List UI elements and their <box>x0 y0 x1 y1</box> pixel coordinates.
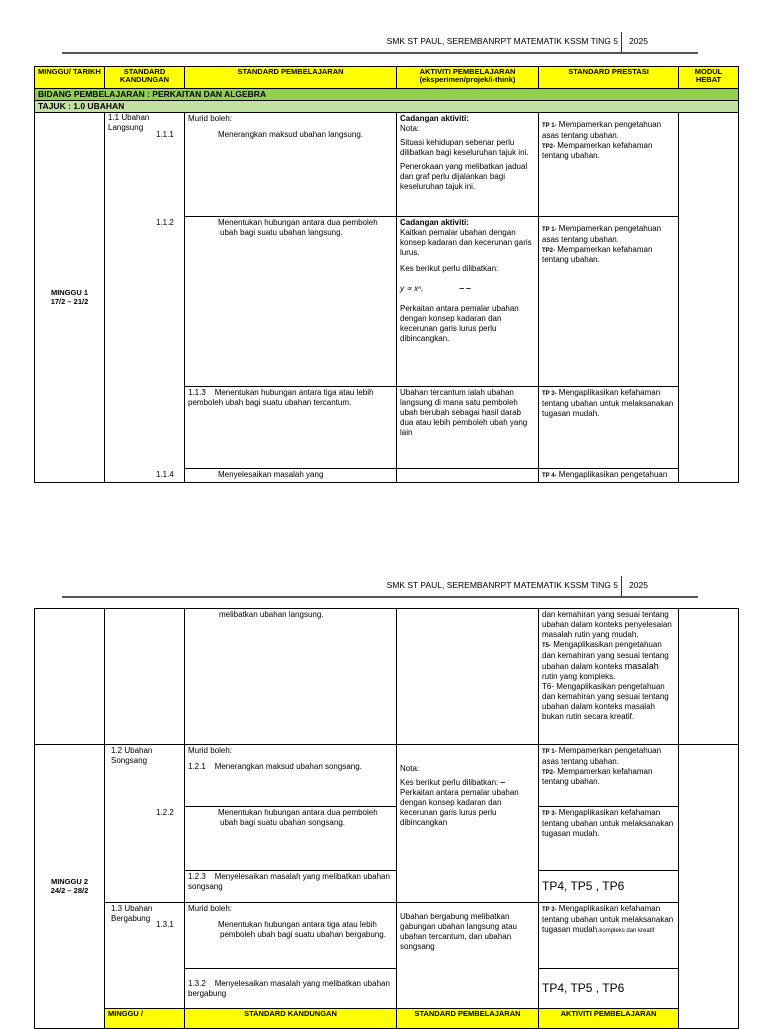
col-aktiviti-sub: (eksperimen/projek/i-think) <box>419 75 516 85</box>
sp-code: 1.3.2 <box>188 978 206 988</box>
col-aktiviti-title: AKTIVITI PEMBELAJARAN <box>419 67 516 76</box>
tp-tag: TP 1- <box>542 123 557 129</box>
tp-text: Mempamerkan kefahaman tentang ubahan. <box>542 766 653 786</box>
sp-1-1-1 <box>156 113 397 217</box>
tp-text: Mempamerkan kefahaman tentang ubahan. <box>542 140 653 160</box>
header-separator <box>621 32 622 52</box>
tp-text: rutin yang kompleks. <box>542 671 616 681</box>
table-row <box>35 745 739 807</box>
header-rule <box>62 52 698 54</box>
minggu-cell-2 <box>35 745 105 1029</box>
sp-text: Menentukan hubungan antara dua pemboleh ubah bagi suatu ubahan songsang. <box>218 808 378 827</box>
modul-cont <box>679 609 739 745</box>
sp-code: 1.2.3 <box>188 872 206 881</box>
tp-text: Mempamerkan pengetahuan asas tentang ubahan. <box>542 746 662 766</box>
minggu-cell-cont <box>35 609 105 745</box>
col-standard-prestasi: STANDARD PRESTASI <box>539 67 679 89</box>
prestasi-cont <box>539 609 679 745</box>
sp-text: Menerangkan maksud ubahan songsang. <box>214 762 362 771</box>
aktiviti-text: Ubahan bergabung melibatkan gabungan ubahan langsung atau ubahan tercantum, dan ubahan songsang <box>400 912 517 951</box>
sp-code: 1.1.2 <box>156 218 174 227</box>
page-header <box>62 32 698 58</box>
prestasi-1-3-1 <box>539 903 679 969</box>
rpt-table-page1 <box>34 66 739 483</box>
tp-emph: masalah <box>624 660 659 671</box>
sp-text: Menentukan hubungan antara dua pemboleh ubah bagi suatu ubahan langsung. <box>218 218 378 237</box>
sp-code: 1.2.2 <box>156 808 174 817</box>
sp-text: Menyelesaikan masalah yang melibatkan ubahan songsang <box>188 872 390 891</box>
aktiviti-text: Kes berikut perlu dilibatkan: <box>400 778 499 787</box>
prestasi-1-1-1 <box>539 113 679 217</box>
tp-text: Mengaplikasikan kefahaman tentang ubahan untuk melaksanakan tugasan mudah. <box>542 388 674 418</box>
sp-text: Menentukan hubungan antara tiga atau lebih pemboleh ubah bagi suatu ubahan tercantum. <box>188 388 374 407</box>
sp-1-1-2 <box>156 217 397 387</box>
nota: Nota: <box>400 764 420 773</box>
cadangan-aktiviti: Cadangan aktiviti: <box>400 114 469 123</box>
modul-cell-1 <box>679 113 739 483</box>
sp-code: 1.1.1 <box>156 130 174 139</box>
table-header-row <box>35 67 739 89</box>
page-header-2 <box>62 576 698 602</box>
sp-1-2-3 <box>185 871 397 903</box>
tp-text: Mempamerkan kefahaman tentang ubahan. <box>542 244 653 264</box>
aktiviti-note-2: Penerokaan yang melibatkan jadual dan graf perlu dijalankan bagi keseluruhan tajuk ini. <box>400 162 528 191</box>
col-minggu: MINGGU/ TARIKH <box>35 67 105 89</box>
tp4-cont: dan kemahiran yang sesuai tentang ubahan dalam konteks penyelesaian masalah rutin yang mudah. <box>542 610 672 639</box>
standard-kandungan-1-3 <box>105 903 185 1009</box>
standard-kandungan-1-2 <box>105 745 185 903</box>
aktiviti-cont <box>397 609 539 745</box>
cadangan-aktiviti: Cadangan aktiviti: <box>400 218 469 227</box>
col-minggu: MINGGU / <box>105 1009 185 1029</box>
col-modul-hebat: MODUL HEBAT <box>679 67 739 89</box>
formula-marks: ‒ ‒ <box>459 284 471 293</box>
sp-code: 1.1.4 <box>156 470 174 479</box>
tp-text: Mengaplikasikan pengetahuan dan kemahiran yang sesuai tentang ubahan dalam konteks <box>542 640 669 671</box>
minggu-cell-1 <box>35 113 105 483</box>
sp-1-2-1 <box>185 745 397 807</box>
bidang-pembelajaran: BIDANG PEMBELAJARAN : PERKAITAN DAN ALGEBRA <box>35 89 739 101</box>
sp-text: Menyelesaikan masalah yang melibatkan ubahan bergabung <box>188 978 390 998</box>
sp-code: 1.2.1 <box>188 762 206 771</box>
aktiviti-text: Kaitkan pemalar ubahan dengan konsep kadaran dan kecerunan garis lurus. <box>400 228 532 257</box>
tp-text: Mengaplikasikan kefahaman tentang ubahan untuk melaksanakan tugasan mudah. <box>542 808 674 838</box>
aktiviti-text: Kes berikut perlu dilibatkan: <box>400 264 499 273</box>
sp-1-3-1 <box>156 903 397 969</box>
tp-text: Mengaplikasikan kefahaman tentang ubahan untuk melaksanakan tugasan mudah. <box>542 904 674 934</box>
col-standard-kandungan: STANDARD KANDUNGAN <box>185 1009 397 1029</box>
prestasi-1-1-3 <box>539 387 679 469</box>
tp-extra: kompleks dan kreatif <box>599 927 655 934</box>
sp-1-1-3 <box>185 387 397 469</box>
aktiviti-1-1-2 <box>397 217 539 387</box>
sp-1-2-2 <box>156 807 397 871</box>
col-standard-pembelajaran: STANDARD PEMBELAJARAN <box>185 67 397 89</box>
minggu-label: MINGGU 2 <box>50 876 89 886</box>
table-row <box>35 609 739 745</box>
sp-text: melibatkan ubahan langsung. <box>219 610 324 619</box>
tp-tag: T5- <box>542 643 551 649</box>
table-row <box>35 903 739 969</box>
prestasi-tp456: TP4, TP5 , TP6 <box>539 871 679 903</box>
tp-tag: TP 4- <box>542 473 557 479</box>
prestasi-tp456b: TP4, TP5 , TP6 <box>539 969 679 1009</box>
header-year: 2025 <box>629 36 648 46</box>
prestasi-1-1-4 <box>539 469 679 483</box>
formula: y ∝ xⁿ, <box>400 284 424 293</box>
aktiviti-note-1: Situasi kehidupan sebenar perlu dilibatkan bagi keseluruhan tajuk ini. <box>400 138 529 157</box>
col-standard-kandungan: STANDARD KANDUNGAN <box>105 67 185 89</box>
sp-1-1-4-cont <box>185 609 397 745</box>
tajuk: TAJUK : 1.0 UBAHAN <box>35 101 739 113</box>
murid-boleh: Murid boleh: <box>188 114 233 123</box>
tp-tag: TP 1- <box>542 227 557 233</box>
nota: Nota: <box>400 124 420 133</box>
tp-tag: TP 1- <box>542 749 557 755</box>
sp-text: Menentukan hubungan antara tiga atau lebih pemboleh ubah bagi suatu ubahan bergabung. <box>218 920 386 939</box>
aktiviti-text: Perkaitan antara pemalar ubahan dengan konsep kadaran dan kecerunan garis lurus perlu dibincangkan <box>400 788 519 827</box>
tp-tag: TP 3- <box>542 907 557 913</box>
tp-tag: TP 3- <box>542 811 557 817</box>
col-standard-pembelajaran: STANDARD PEMBELAJARAN <box>397 1009 539 1029</box>
sk-cell-cont <box>105 609 185 745</box>
header-year: 2025 <box>629 580 648 590</box>
sp-text: Menyelesaikan masalah yang <box>218 470 324 479</box>
prestasi-1-2-2 <box>539 807 679 871</box>
aktiviti-1-1-4 <box>397 469 539 483</box>
col-aktiviti <box>397 67 539 89</box>
minggu-tarikh: 24/2 – 28/2 <box>50 886 89 896</box>
aktiviti-1-3 <box>397 903 539 1009</box>
tp-text: Mempamerkan pengetahuan asas tentang ubahan. <box>542 120 662 140</box>
sp-1-1-4 <box>156 469 397 483</box>
tp6-text: T6- Mengaplikasikan pengetahuan dan kemahiran yang sesuai tentang ubahan dalam konteks masalah bukan rutin secara kreatif. <box>542 681 669 721</box>
col-aktiviti: AKTIVITI PEMBELAJARAN <box>539 1009 679 1029</box>
sp-1-3-2 <box>185 969 397 1009</box>
prestasi-1-2-1 <box>539 745 679 807</box>
formula-marks: ‒ <box>500 778 505 787</box>
sp-code: 1.3.1 <box>156 920 174 929</box>
tp-text: Mempamerkan pengetahuan asas tentang ubahan. <box>542 224 662 244</box>
table-row <box>35 113 739 217</box>
aktiviti-text: Perkaitan antara pemalar ubahan dengan konsep kadaran dan kecerunan garis lurus perlu dibincangkan. <box>400 304 519 343</box>
table-header-row-repeat <box>35 1009 739 1029</box>
prestasi-1-1-2 <box>539 217 679 387</box>
minggu-label: MINGGU 1 <box>50 287 89 297</box>
rpt-table-page2 <box>34 608 739 1029</box>
sp-code: 1.1.3 <box>188 388 206 397</box>
tp-tag: TP2- <box>542 143 556 150</box>
aktiviti-1-2 <box>397 745 539 903</box>
header-school: SMK ST PAUL, SEREMBANRPT MATEMATIK KSSM TING 5 <box>386 36 618 46</box>
sk-text: 1.3 Ubahan Bergabung <box>111 904 153 923</box>
aktiviti-1-1-3: Ubahan tercantum ialah ubahan langsung di mana satu pemboleh ubah berubah sebagai hasil darab dua atau lebih pemboleh ubah yang lain <box>397 387 539 469</box>
modul-cell-2 <box>679 745 739 1029</box>
standard-kandungan-1-1: 1.1 Ubahan Langsung <box>105 113 185 483</box>
aktiviti-1-1-1 <box>397 113 539 217</box>
tp-tag: TP 3- <box>542 391 557 397</box>
murid-boleh: Murid boleh: <box>188 904 233 913</box>
tp-tag: TP2- <box>542 769 556 776</box>
sp-text: Menerangkan maksud ubahan langsung. <box>218 130 363 139</box>
murid-boleh: Murid boleh: <box>188 746 233 755</box>
minggu-tarikh: 17/2 – 21/2 <box>50 297 89 307</box>
tp-text: Mengaplikasikan pengetahuan <box>558 470 668 479</box>
header-rule <box>62 596 698 598</box>
header-separator <box>621 576 622 596</box>
tp-tag: TP2- <box>542 247 556 254</box>
sk-text: 1.2 Ubahan Songsang <box>111 746 153 765</box>
header-school: SMK ST PAUL, SEREMBANRPT MATEMATIK KSSM TING 5 <box>386 580 618 590</box>
